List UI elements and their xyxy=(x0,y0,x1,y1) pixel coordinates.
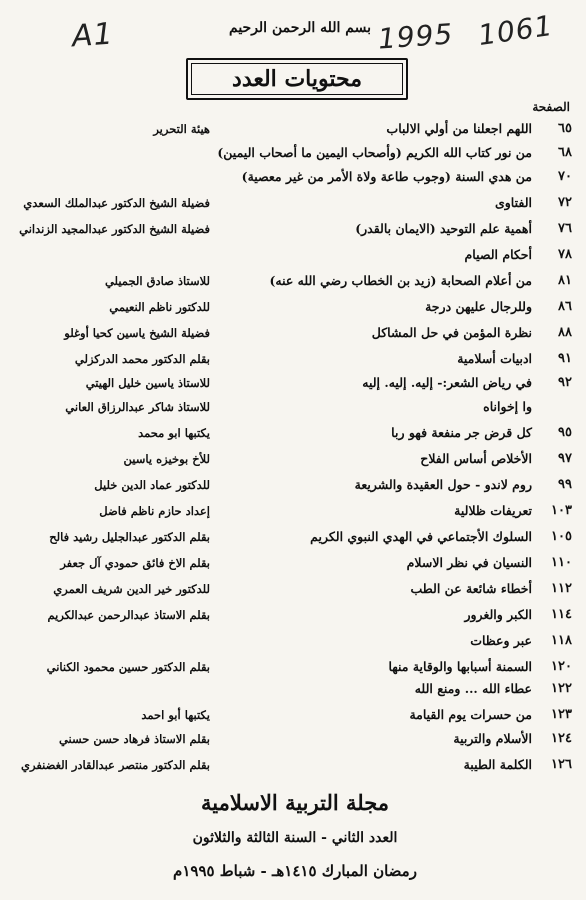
toc-title: من حسرات يوم القيامة xyxy=(409,707,532,722)
title-frame xyxy=(186,58,408,100)
toc-author: هيئة التحرير xyxy=(153,122,210,136)
toc-page-number: ٦٨ xyxy=(558,145,572,160)
toc-row xyxy=(20,270,572,292)
toc-page-number: ٨١ xyxy=(558,273,572,288)
toc-title: الفتاوى xyxy=(494,195,532,210)
toc-title: اللهم اجعلنا من أولي الالباب xyxy=(386,121,532,136)
toc-row xyxy=(20,500,572,522)
toc-author: للاستاذ ياسين خليل الهيتي xyxy=(85,376,210,390)
toc-row xyxy=(20,118,572,140)
toc-author: بقلم الدكتور محمد الدركزلي xyxy=(74,352,210,366)
toc-author: فضيلة الشيخ الدكتور عبدالملك السعدي xyxy=(23,196,210,210)
handwritten-code: A1 xyxy=(70,16,115,55)
toc-title: أخطاء شائعة عن الطب xyxy=(410,581,532,596)
toc-row xyxy=(20,218,572,240)
toc-page-number: ١١٢ xyxy=(551,581,572,596)
toc-row xyxy=(20,754,572,776)
toc-title: النسيان في نظر الاسلام xyxy=(406,555,532,570)
handwritten-number: 1061 xyxy=(476,8,556,53)
toc-page-number: ٨٦ xyxy=(558,299,572,314)
toc-row xyxy=(20,166,572,188)
toc-author: بقلم الاخ فائق حمودي آل جعفر xyxy=(60,556,210,570)
toc-page-number: ١١٠ xyxy=(551,555,572,570)
toc-author: للدكتور خير الدين شريف العمري xyxy=(53,582,210,596)
toc-page-number: ٩٥ xyxy=(558,425,572,440)
toc-title: وللرجال عليهن درجة xyxy=(425,299,532,314)
toc-page-number: ١٢٢ xyxy=(551,681,572,696)
toc-author: للاستاذ شاكر عبدالرزاق العاني xyxy=(65,400,210,414)
toc-author: فضيلة الشيخ الدكتور عبدالمجيد الزنداني xyxy=(19,222,210,236)
toc-row xyxy=(20,244,572,266)
toc-page-number: ٧٠ xyxy=(558,169,572,184)
toc-author: بقلم الدكتور حسين محمود الكناني xyxy=(46,660,210,674)
toc-author: بقلم الدكتور عبدالجليل رشيد فالح xyxy=(49,530,210,544)
toc-author: للأخ بوخيزه ياسين xyxy=(123,452,210,466)
toc-page-number: ٧٨ xyxy=(558,247,572,262)
toc-title: من نور كتاب الله الكريم (وأصحاب اليمين ما أصحاب اليمين) xyxy=(217,145,532,160)
toc-page-number: ٦٥ xyxy=(558,121,572,136)
toc-title: عبر وعظات xyxy=(470,633,532,648)
toc-title: الأخلاص أساس الفلاح xyxy=(420,451,532,466)
toc-title: السمنة أسبابها والوقاية منها xyxy=(388,659,532,674)
toc-author: للدكتور عماد الدين خليل xyxy=(94,478,210,492)
toc-author: إعداد حازم ناظم فاضل xyxy=(99,504,210,518)
date-line: رمضان المبارك ١٤١٥هـ - شباط ١٩٩٥م xyxy=(173,862,417,880)
toc-author: فضيلة الشيخ ياسين كحيا أوغلو xyxy=(64,326,210,340)
toc-page-number: ١٢٣ xyxy=(551,707,572,722)
toc-title: أهمية علم التوحيد (الايمان بالقدر) xyxy=(355,221,532,236)
toc-page-number: ٩٢ xyxy=(558,375,572,390)
toc-row xyxy=(20,142,572,164)
page-title: محتويات العدد xyxy=(232,66,362,92)
toc-row xyxy=(20,656,572,678)
toc-author: بقلم الاستاذ فرهاد حسن حسني xyxy=(58,732,210,746)
toc-title: ادبيات أسلامية xyxy=(457,351,532,366)
toc-title: من هدي السنة (وجوب طاعة ولاة الأمر من غير معصية) xyxy=(241,169,532,184)
toc-row xyxy=(20,474,572,496)
page-column-label: الصفحة xyxy=(532,100,570,114)
toc-page-number: ٧٦ xyxy=(558,221,572,236)
toc-title: نظرة المؤمن في حل المشاكل xyxy=(371,325,532,340)
toc-page-number: ١٢٤ xyxy=(551,731,572,746)
toc-row xyxy=(20,704,572,726)
toc-row xyxy=(20,604,572,626)
toc-row xyxy=(20,728,572,750)
toc-row xyxy=(20,296,572,318)
toc-title: الكبر والغرور xyxy=(464,607,532,622)
toc-row xyxy=(20,372,572,394)
toc-author: للدكتور ناظم النعيمي xyxy=(109,300,210,314)
toc-page-number: ١٢٠ xyxy=(551,659,572,674)
toc-title: عطاء الله ... ومنع الله xyxy=(414,681,532,696)
toc-author: بقلم الدكتور منتصر عبدالقادر الغضنفري xyxy=(20,758,210,772)
toc-row xyxy=(20,348,572,370)
toc-row xyxy=(20,192,572,214)
toc-title: وا إخواناه xyxy=(483,399,532,414)
toc-row xyxy=(20,552,572,574)
toc-page-number: ١٠٣ xyxy=(551,503,572,518)
toc-title: كل قرض جر منفعة فهو ربا xyxy=(391,425,532,440)
toc-row xyxy=(20,630,572,652)
toc-title: السلوك الأجتماعي في الهدي النبوي الكريم xyxy=(310,529,532,544)
toc-row xyxy=(20,678,572,700)
toc-page-number: ١١٨ xyxy=(551,633,572,648)
toc-title: الأسلام والتربية xyxy=(453,731,532,746)
toc-author: يكتبها ابو محمد xyxy=(138,426,210,440)
toc-page-number: ٩١ xyxy=(558,351,572,366)
toc-page-number: ٩٩ xyxy=(558,477,572,492)
toc-page-number: ١٢٦ xyxy=(551,757,572,772)
toc-row xyxy=(20,322,572,344)
toc-row xyxy=(20,526,572,548)
toc-author: يكتبها أبو احمد xyxy=(141,708,210,722)
toc-row xyxy=(20,578,572,600)
toc-page-number: ٨٨ xyxy=(558,325,572,340)
toc-title: تعريفات ظلالية xyxy=(454,503,532,518)
toc-row xyxy=(20,448,572,470)
toc-page-number: ٩٧ xyxy=(558,451,572,466)
toc-row xyxy=(20,422,572,444)
toc-author: للاستاذ صادق الجميلي xyxy=(104,274,210,288)
magazine-title: مجلة التربية الاسلامية xyxy=(200,790,389,815)
toc-title: أحكام الصيام xyxy=(464,247,532,262)
toc-title: في رياض الشعر:- إليه. إليه. إليه xyxy=(362,375,532,390)
toc-title: روم لاندو - حول العقيدة والشريعة xyxy=(354,477,532,492)
issue-line: العدد الثاني - السنة الثالثة والثلاثون xyxy=(192,830,398,846)
toc-row xyxy=(20,396,572,418)
toc-page-number: ٧٢ xyxy=(558,195,572,210)
toc-title: من أعلام الصحابة (زيد بن الخطاب رضي الله عنه) xyxy=(269,273,532,288)
toc-page-number: ١١٤ xyxy=(551,607,572,622)
basmala: بسم الله الرحمن الرحيم xyxy=(229,20,371,36)
toc-title: الكلمة الطيبة xyxy=(463,757,532,772)
handwritten-year: 1995 xyxy=(376,17,455,56)
toc-page-number: ١٠٥ xyxy=(551,529,572,544)
toc-author: بقلم الاستاذ عبدالرحمن عبدالكريم xyxy=(47,608,210,622)
